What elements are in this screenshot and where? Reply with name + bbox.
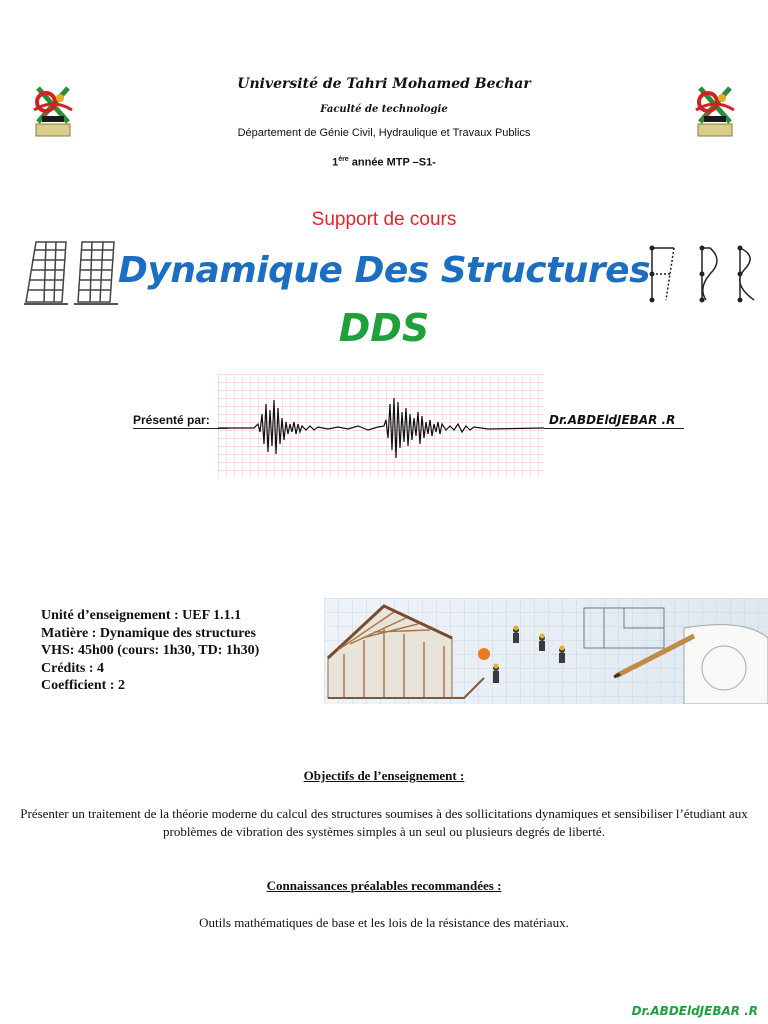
course-abbreviation: DDS — [338, 306, 430, 350]
seismogram-illustration — [218, 374, 544, 478]
support-label: Support de cours — [311, 209, 457, 230]
presented-by-label: Présenté par: — [133, 413, 210, 427]
info-unit: Unité d’enseignement : UEF 1.1.1 — [41, 608, 242, 623]
info-coefficient: Coefficient : 2 — [41, 678, 125, 693]
author-underline — [544, 428, 684, 429]
seismogram-icon — [218, 374, 544, 478]
year-number: 1 — [332, 156, 339, 169]
course-info — [41, 607, 259, 695]
prerequisites-heading: Connaissances préalables recommandées : — [266, 878, 502, 893]
info-credits: Crédits : 4 — [41, 660, 104, 676]
faculty-name: Faculté de technologie — [320, 104, 448, 115]
university-name: Université de Tahri Mohamed Bechar — [237, 76, 531, 92]
footer-author: Dr.ABDEldJEBAR .R — [631, 1004, 758, 1018]
year-label — [0, 156, 768, 169]
year-superscript: ére — [338, 156, 349, 163]
year-rest: année MTP –S1- — [348, 156, 436, 169]
department-name: Département de Génie Civil, Hydraulique et Travaux Publics — [237, 127, 531, 139]
presented-by-underline — [133, 428, 228, 429]
author-name: Dr.ABDEldJEBAR .R — [549, 413, 676, 427]
objectives-text: Présenter un traitement de la théorie moderne du calcul des structures soumises à des sollicitations dynamiques et sensibiliser l’étudiant aux problèmes de vibration des systèmes simples à un seul ou plusieurs degrés de liberté. — [20, 806, 748, 839]
info-hours: VHS: 45h00 (cours: 1h30, TD: 1h30) — [41, 643, 260, 658]
prerequisites-text: Outils mathématiques de base et les lois de la résistance des matériaux. — [199, 915, 569, 930]
objectives-heading: Objectifs de l’enseignement : — [303, 768, 465, 783]
construction-photo — [324, 598, 768, 704]
info-subject: Matière : Dynamique des structures — [41, 625, 256, 641]
course-title: Dynamique Des Structures — [117, 250, 651, 291]
